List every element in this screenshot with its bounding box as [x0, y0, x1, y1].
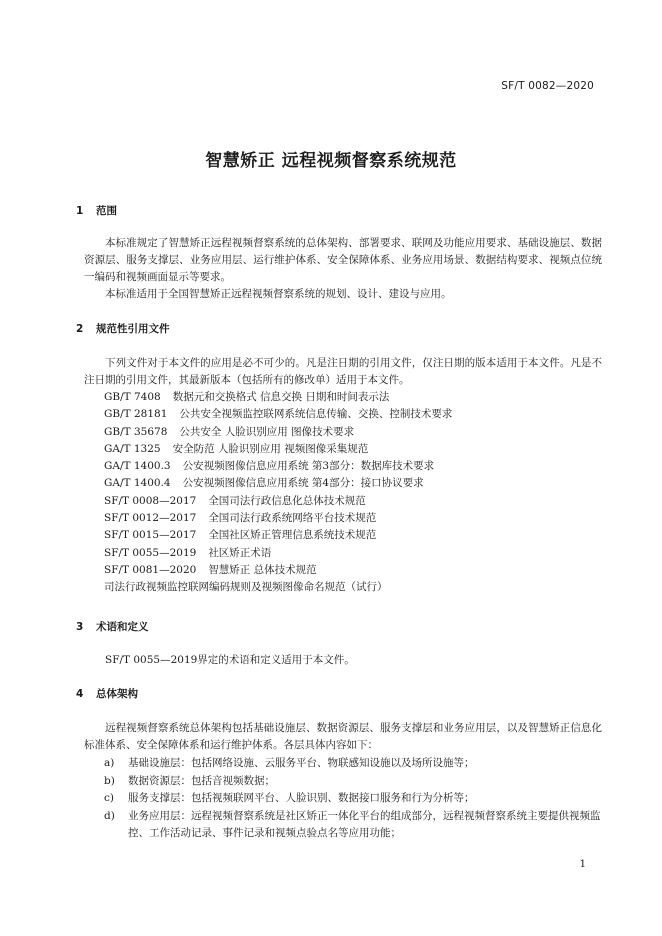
section-2-paragraph-1: 下列文件对于本文件的应用是必不可少的。凡是注日期的引用文件，仅注日期的版本适用于本文件。凡是不注日期的引用文件，其最新版本（包括所有的修改单）适用于本文件。	[84, 357, 602, 386]
reference-item: SF/T 0055—2019 社区矫正术语	[104, 546, 272, 559]
list-item: c) 服务支撑层：包括视频联网平台、人脸识别、数据接口服务和行为分析等；	[104, 792, 475, 804]
section-title: 术语和定义	[96, 621, 149, 633]
section-1-paragraph-2: 本标准适用于全国智慧矫正远程视频督察系统的规划、设计、建设与应用。	[105, 288, 452, 300]
list-item: a) 基础设施层：包括网络设施、云服务平台、物联感知设施以及场所设施等；	[104, 757, 475, 769]
section-2-heading	[76, 321, 170, 336]
section-4-heading	[76, 686, 138, 701]
section-number: 1	[76, 205, 84, 217]
section-3-heading	[76, 619, 149, 634]
reference-item: GB/T 28181 公共安全视频监控联网系统信息传输、交换、控制技术要求	[104, 408, 453, 421]
reference-item: GB/T 35678 公共安全 人脸识别应用 图像技术要求	[104, 425, 355, 438]
reference-item: GA/T 1325 安全防范 人脸识别应用 视频图像采集规范	[104, 442, 369, 455]
normative-reference-list	[104, 389, 452, 597]
list-item: d) 业务应用层：远程视频督察系统是社区矫正一体化平台的组成部分，远程视频督察系统主要提供视频监控、工作活动记录、事件记录和视频点验点名等应用功能；	[104, 809, 601, 839]
reference-item: GA/T 1400.4 公安视频图像信息应用系统 第4部分：接口协议要求	[104, 477, 424, 490]
section-number: 3	[76, 621, 84, 633]
architecture-layer-list	[104, 755, 602, 843]
section-number: 4	[76, 688, 84, 700]
reference-item: SF/T 0012—2017 全国司法行政系统网络平台技术规范	[104, 512, 377, 525]
section-number: 2	[76, 323, 84, 335]
document-title: 智慧矫正 远程视频督察系统规范	[205, 151, 457, 171]
section-title: 范围	[96, 205, 117, 217]
reference-item: SF/T 0015—2017 全国社区矫正管理信息系统技术规范	[104, 529, 377, 542]
reference-item: 司法行政视频监控联网编码规则及视频图像命名规范（试行）	[104, 581, 388, 594]
section-1-paragraph-1: 本标准规定了智慧矫正远程视频督察系统的总体架构、部署要求、联网及功能应用要求、基础设施层、数据资源层、服务支撑层、业务应用层、运行维护体系、安全保障体系、业务应用场景、数据结构要求、视频点位统一编码和视频画面显示等要求。	[84, 237, 602, 283]
section-3-paragraph-1: SF/T 0055—2019界定的术语和定义适用于本文件。	[105, 654, 355, 666]
section-4-paragraph-1: 远程视频督察系统总体架构包括基础设施层、数据资源层、服务支撑层和业务应用层，以及智慧矫正信息化标准体系、安全保障体系和运行维护体系。各层具体内容如下：	[84, 722, 602, 751]
page-number: 1	[579, 859, 586, 870]
reference-item: GB/T 7408 数据元和交换格式 信息交换 日期和时间表示法	[104, 391, 390, 403]
reference-item: GA/T 1400.3 公安视频图像信息应用系统 第3部分：数据库技术要求	[104, 460, 435, 473]
list-item: b) 数据资源层：包括音视频数据；	[104, 774, 275, 787]
reference-item: SF/T 0008—2017 全国司法行政信息化总体技术规范	[104, 494, 366, 507]
section-title: 总体架构	[96, 688, 138, 700]
section-1-heading	[76, 203, 117, 218]
reference-item: SF/T 0081—2020 智慧矫正 总体技术规范	[104, 563, 317, 576]
standard-code: SF/T 0082—2020	[501, 80, 594, 92]
section-title: 规范性引用文件	[96, 323, 170, 335]
